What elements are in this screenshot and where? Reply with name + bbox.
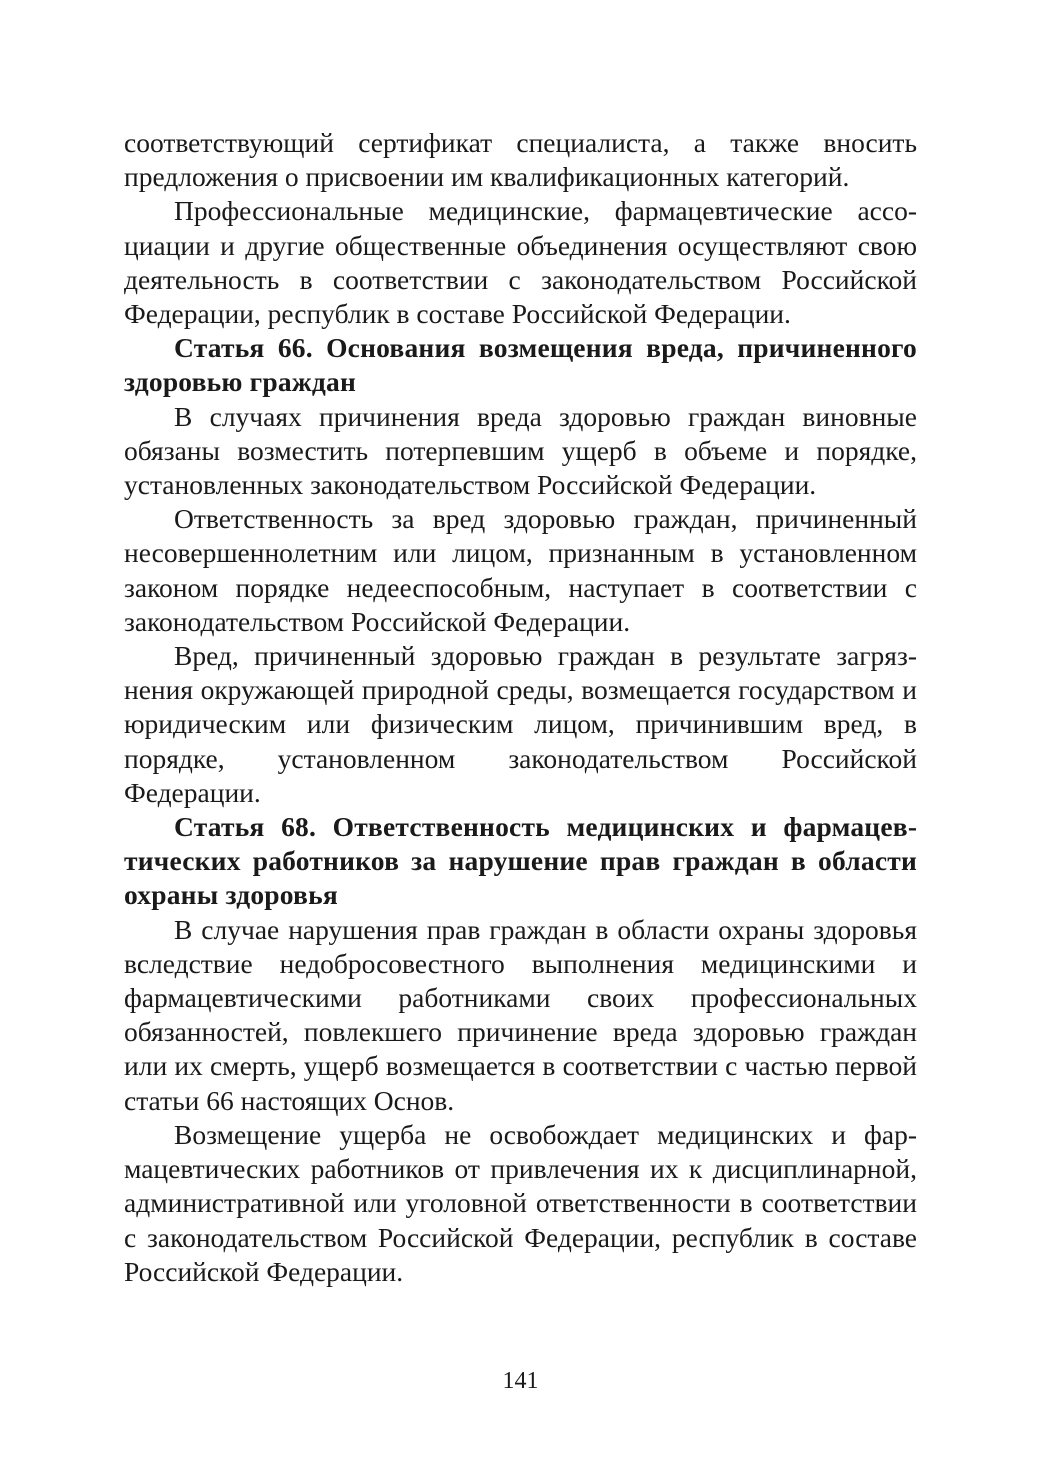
paragraph-disciplinary-liability: Возмещение ущерба не освобождает медицинских и фармацевтических работников от привлечения их к дисциплинарной, административной или уголовной ответственности в соответствии с законодательством Российской Федерации, республик в составе Российской Федерации. [124,1118,917,1287]
page-number: 141 [502,1368,539,1394]
paragraph-compensation-duty: В случаях причинения вреда здоровью граждан виновные обязаны возместить потерпевшим ущерб в объеме и порядке, установленных законодательством Российской Федерации. [124,400,917,501]
page-body [124,126,917,1289]
paragraph-minors-liability: Ответственность за вред здоровью граждан, причиненный несовершеннолетним или лицом, признанным в установленном законом порядке недееспособным, наступает в соответствии с законодательством Российской Федерации. [124,503,917,637]
paragraph-rights-violation: В случае нарушения прав граждан в области охраны здоровья вследствие недобросовестного выполнения медицинскими и фармацевтическими работниками своих профессиональных обязанностей, повлекшего причинение вреда здоровью граждан или их смерть, ущерб возмещается в соответствии с частью первой статьи 66 настоящих Основ. [124,913,917,1116]
paragraph-environmental-harm: Вред, причиненный здоровью граждан в результате загрязнения окружающей природной среды, возмещается государством и юридическим или физическим лицом, причинившим вред, в порядке, установленном законодательством Российской Федерации. [124,640,917,808]
paragraph-continuation: соответствующий сертификат специалиста, а также вносить предложения о присвоении им квалификационных категорий. [124,127,917,193]
article-66-heading: Статья 66. Основания возмещения вреда, причиненного здоровью граждан [124,332,917,398]
article-68-heading: Статья 68. Ответственность медицинских и фармацевтических работников за нарушение прав граждан в области охраны здоровья [124,811,917,911]
paragraph-associations: Профессиональные медицинские, фармацевтические ассоциации и другие общественные объединения осуществляют свою деятельность в соответствии с законодательством Российской Федерации, республик в составе Российской Федерации. [124,195,917,330]
document-text [124,126,917,1289]
